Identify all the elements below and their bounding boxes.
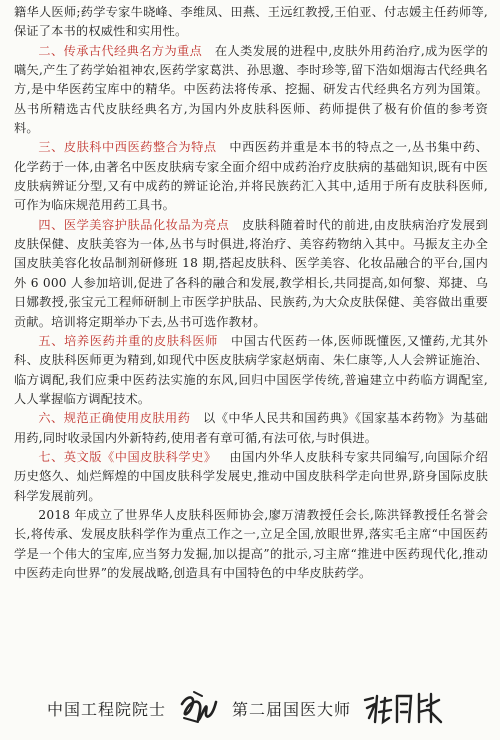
closing-paragraph <box>14 506 488 583</box>
section-paragraph-6 <box>14 409 488 448</box>
signature-2-image <box>361 688 443 728</box>
section-text-2: 在人类发展的进程中,皮肤外用药治疗,成为医学的嚆矢,产生了药学始祖神农,医药学家葛洪、孙思邈、李时珍等,留下浩如烟海古代经典名方,是中华医药宝库中的精华。中医药法将传承、挖掘、研发古代经典名方列为国策。丛书所精选古代皮肤经典名方,为国内外皮肤科医师、药师提供了极有价值的参考资料。 <box>14 43 488 136</box>
section-paragraph-3 <box>14 138 488 215</box>
academician-title: 中国工程院院士 <box>46 699 166 719</box>
section-heading-5: 五、培养医药并重的皮肤科医师 <box>38 333 219 348</box>
section-text-7: 由国内外华人皮肤科专家共同编写,向国际介绍历史悠久、灿烂辉煌的中国皮肤科学发展史,推动中国皮肤科学走向世界,跻身国际皮肤科学发展前列。 <box>14 449 488 503</box>
section-paragraph-4 <box>14 216 488 332</box>
master-title: 第二届国医大师 <box>232 699 352 719</box>
section-text-5: 中国古代医药一体,医师既懂医,又懂药,尤其外科、皮肤科医师更为精到,如现代中医皮肤病学家赵炳南、朱仁康等,人人会辨证施治、临方调配,我们应秉中医药法实施的东风,回归中国医学传统,普遍建立中药临方调配室,人人掌握临方调配技术。 <box>14 333 488 406</box>
section-heading-6: 六、规范正确使用皮肤用药 <box>38 411 191 426</box>
section-paragraph-7 <box>14 448 488 506</box>
intro-text: 籍华人医师;药学专家牛晓峰、李维凤、田燕、王远红教授,王伯亚、付志媛主任药师等,保证了本书的权威性和实用性。 <box>14 5 488 39</box>
section-heading-4: 四、医学美容护肤品化妆品为亮点 <box>38 217 230 232</box>
section-paragraph-5 <box>14 332 488 409</box>
section-heading-3: 三、皮肤科中西医药整合为特点 <box>38 140 217 155</box>
signature-1-image <box>176 688 222 728</box>
signature-footer <box>0 686 500 730</box>
section-text-4: 皮肤科随着时代的前进,由皮肤病治疗发展到皮肤保健、皮肤美容为一体,丛书与时俱进,将治疗、美容药物纳入其中。马振友主办全国皮肤美容化妆品制剂研修班 18 期,搭起皮肤科、医学美容、化妆品融合的平台,国内外 6 000 人参加培训,促进了各科的融合和发展,教学相长,共同提高,如何黎、郑捷、乌日娜教授,张宝元工程师研制上市医学护肤品、民族药,为大众皮肤保健、美容做出重要贡献。培训将定期举办下去,丛书可选作教材。 <box>14 217 489 329</box>
intro-paragraph <box>14 3 488 42</box>
section-heading-2: 二、传承古代经典名方为重点 <box>38 43 203 58</box>
section-text-3: 中西医药并重是本书的特点之一,丛书集中药、化学药于一体,由著名中医皮肤病专家全面介绍中成药治疗皮肤病的基础知识,既有中医皮肤病辨证分型,又有中成药的辨证论治,并将民族药汇入其中,适用于所有皮肤科医师,可作为临床规范用药工具书。 <box>14 140 488 213</box>
closing-text: 2018 年成立了世界华人皮肤科医师协会,廖万清教授任会长,陈洪铎教授任名誉会长,将传承、发展皮肤科学作为重点工作之一,立足全国,放眼世界,落实毛主席“中国医药学是一个伟大的宝库,应当努力发掘,加以提高”的批示,习主席“推进中医药现代化,推动中医药走向世界”的发展战略,创造具有中国特色的中华皮肤药学。 <box>14 507 488 580</box>
section-heading-7: 七、英文版《中国皮肤科学史》 <box>38 449 217 464</box>
section-text-6: 以《中华人民共和国药典》《国家基本药物》为基础用药,同时收录国内外新特药,使用者有章可循,有法可依,与时俱进。 <box>14 411 489 445</box>
section-paragraph-2 <box>14 42 488 139</box>
